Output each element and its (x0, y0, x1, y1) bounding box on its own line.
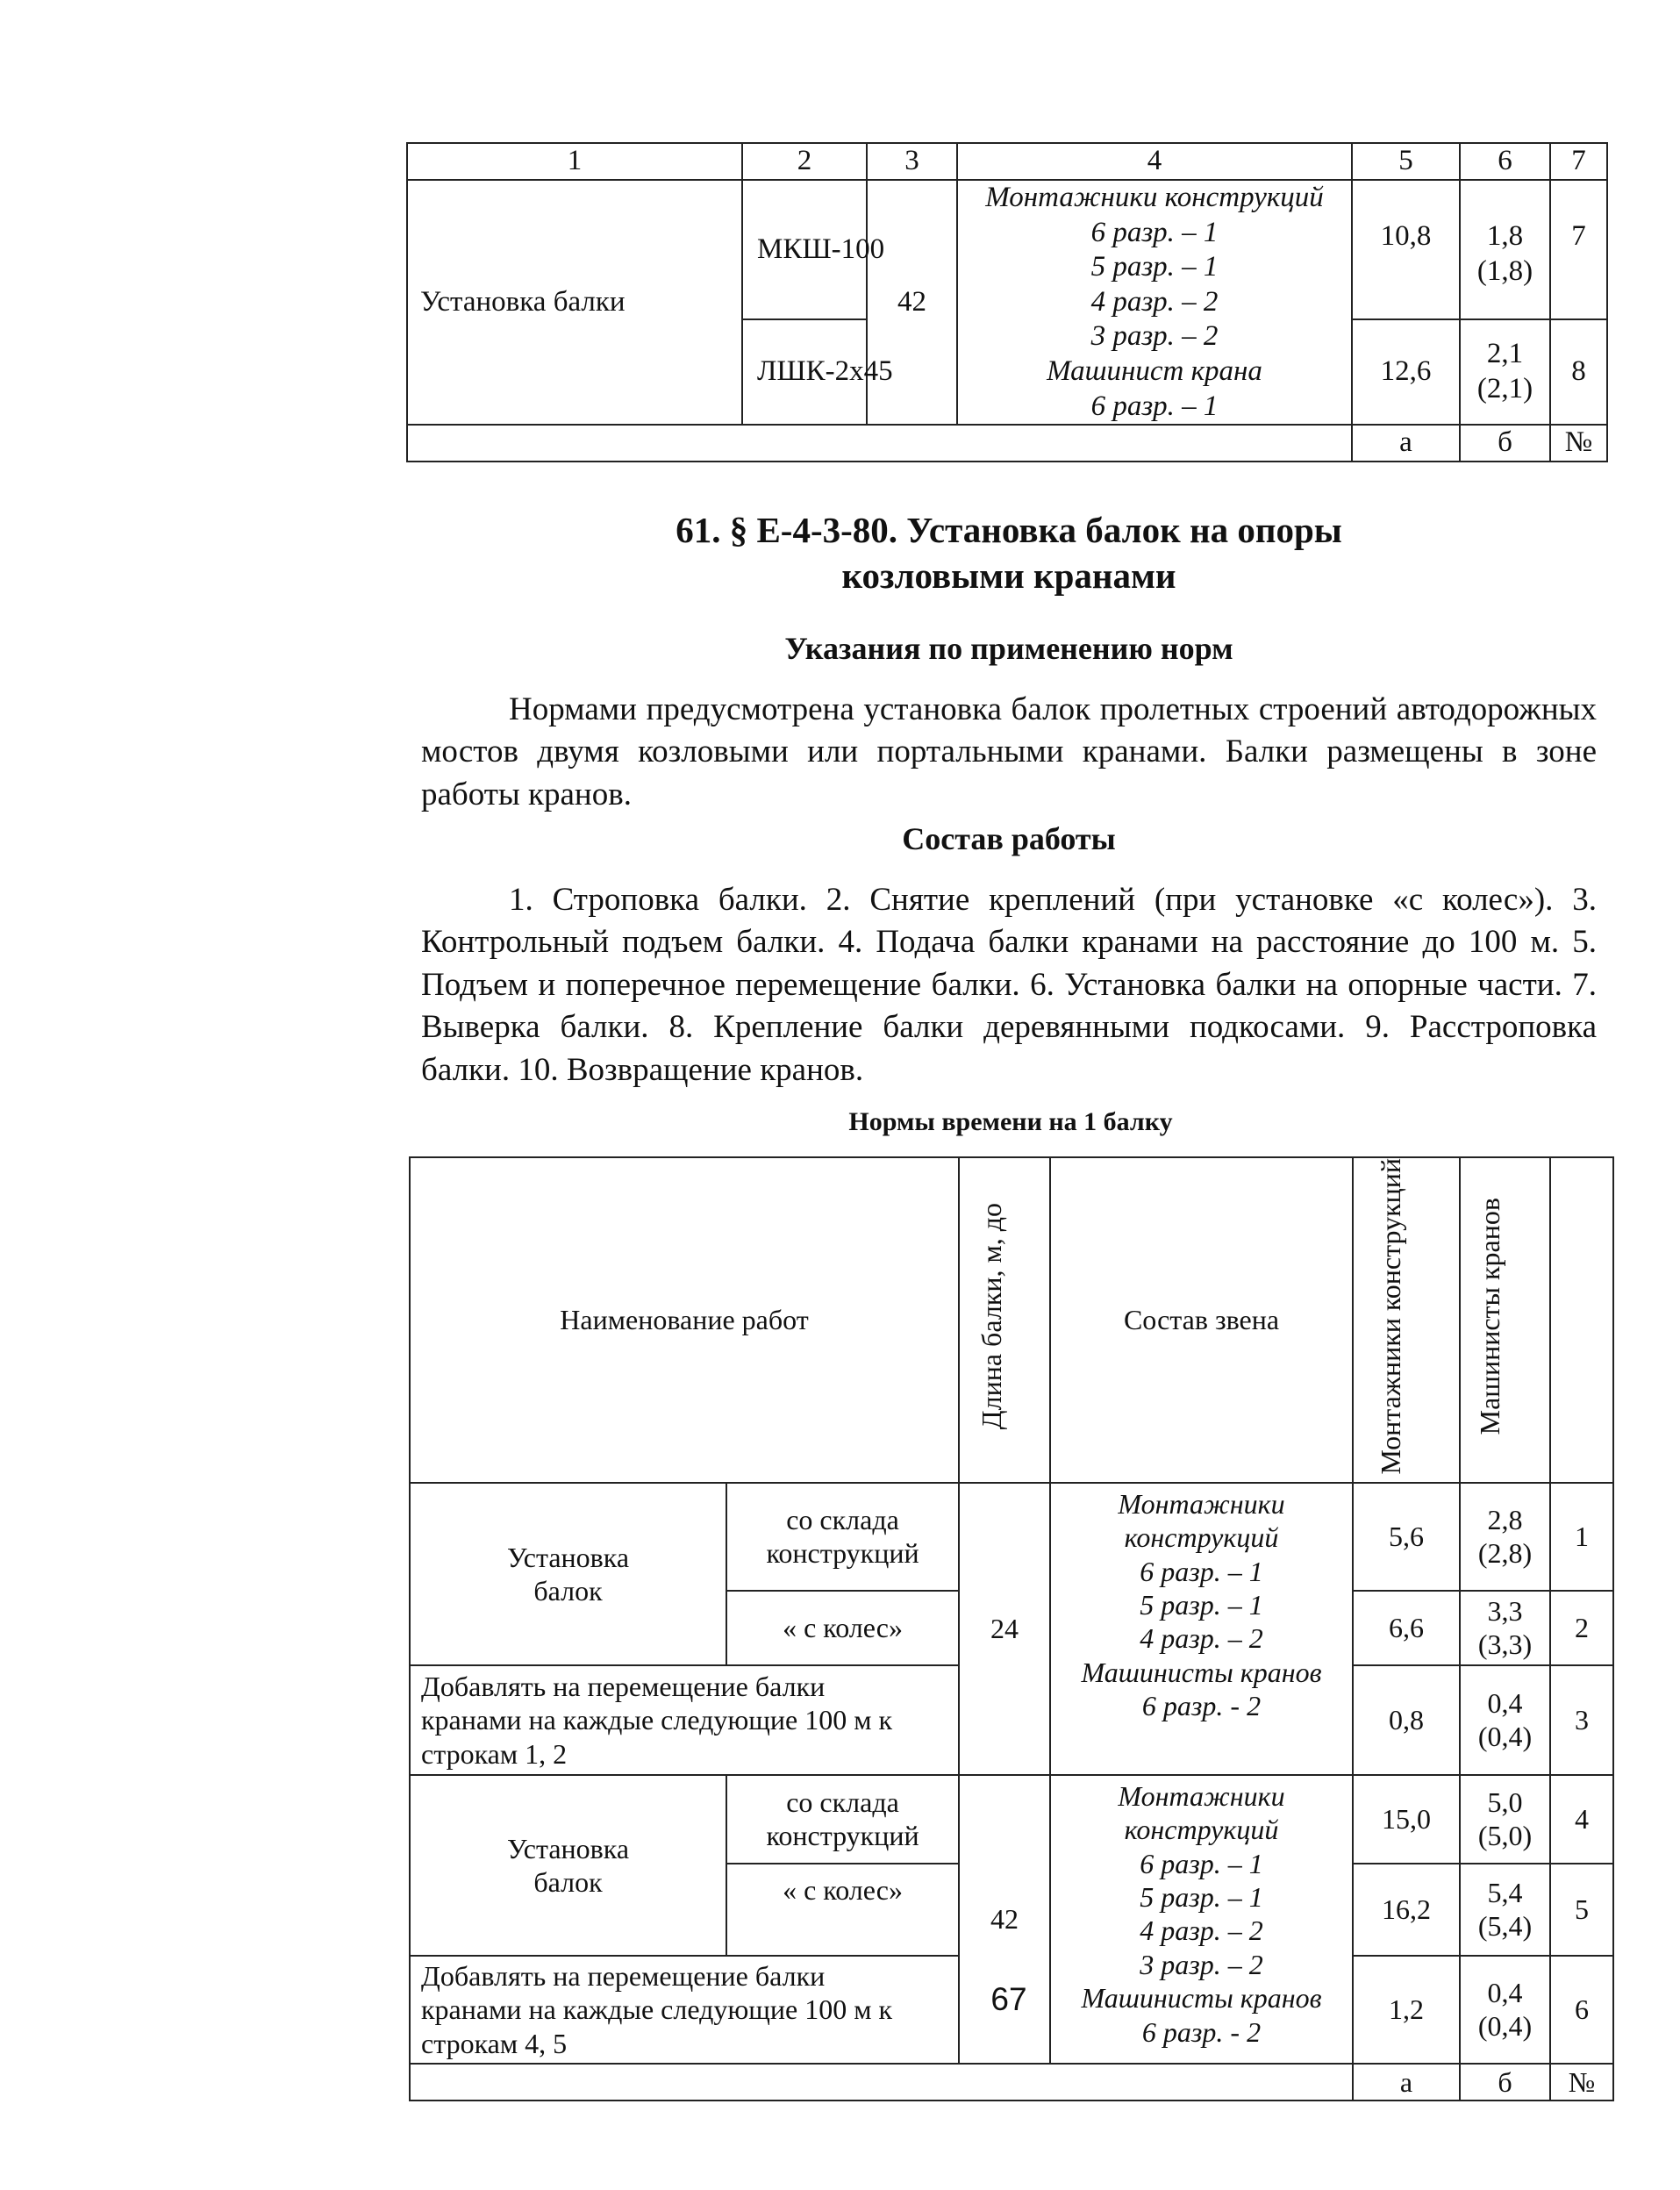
norm-b-row-1: 2,8 (2,8) (1460, 1483, 1550, 1591)
col-header-1: 1 (407, 143, 742, 180)
table-caption: Нормы времени на 1 балку (848, 1107, 1173, 1136)
header-crew: Состав звена (1050, 1157, 1353, 1483)
group1-beam-length: 24 (959, 1483, 1050, 1775)
norms-table-continued (406, 142, 1608, 462)
footer-a: а (1352, 425, 1460, 462)
col-header-2: 2 (742, 143, 867, 180)
group2-from-wheels: « с колес» (726, 1864, 959, 1956)
work-name: Установка балки (407, 180, 742, 425)
norm-b-row-3: 0,4 (0,4) (1460, 1665, 1550, 1775)
col-header-3: 3 (867, 143, 957, 180)
norm-b-row-6: 0,4 (0,4) (1460, 1956, 1550, 2064)
header-installers: Монтажники конструкций (1353, 1157, 1460, 1483)
group2-work-name: Установка балок (410, 1775, 726, 1956)
footer-b: б (1460, 2064, 1550, 2101)
norm-a-row-2: 6,6 (1353, 1591, 1460, 1665)
group1-work-name: Установка балок (410, 1483, 726, 1665)
norm-a-row-5: 16,2 (1353, 1864, 1460, 1956)
crew-composition: Монтажники конструкций 6 разр. – 1 5 разр. – 1 4 разр. – 2 3 разр. – 2 Машинист крана 6 разр. – 1 (957, 180, 1352, 425)
crane-type-1: МКШ-100 (742, 180, 867, 319)
group2-crew: Монтажники конструкций 6 разр. – 1 5 разр. – 1 4 разр. – 2 3 разр. – 2 Машинисты кранов 6 разр. - 2 (1050, 1775, 1353, 2064)
row-number-8: 8 (1550, 319, 1607, 426)
footer-a: а (1353, 2064, 1460, 2101)
col-header-5: 5 (1352, 143, 1460, 180)
instructions-heading: Указания по применению норм (784, 631, 1233, 666)
norm-a-row-1: 5,6 (1353, 1483, 1460, 1591)
group2-add-moving: Добавлять на перемещение балки кранами на каждые следующие 100 м к строкам 4, 5 (410, 1956, 959, 2064)
norm-b-row-8: 2,1 (2,1) (1460, 319, 1550, 426)
norm-b-row-2: 3,3 (3,3) (1460, 1591, 1550, 1665)
row-number-7: 7 (1550, 180, 1607, 319)
row-number-1: 1 (1550, 1483, 1613, 1591)
norm-a-row-4: 15,0 (1353, 1775, 1460, 1864)
group1-from-warehouse: со склада конструкций (726, 1483, 959, 1591)
group1-crew: Монтажники конструкций 6 разр. – 1 5 разр. – 1 4 разр. – 2 Машинисты кранов 6 разр. - 2 (1050, 1483, 1353, 1775)
header-work-name: Наименование работ (410, 1157, 959, 1483)
header-crane-operators: Машинисты кранов (1460, 1157, 1550, 1483)
row-number-3: 3 (1550, 1665, 1613, 1775)
footer-no: № (1550, 425, 1607, 462)
row-number-6: 6 (1550, 1956, 1613, 2064)
work-composition-heading: Состав работы (902, 821, 1116, 856)
col-header-4: 4 (957, 143, 1352, 180)
beam-length: 42 (867, 180, 957, 425)
row-number-2: 2 (1550, 1591, 1613, 1665)
crane-type-2: ЛШК-2х45 (742, 319, 867, 426)
page-number: 67 (990, 1981, 1027, 2017)
norm-a-row-6: 1,2 (1353, 1956, 1460, 2064)
section-title: 61. § Е-4-3-80. Установка балок на опоры козловыми кранами (676, 510, 1342, 597)
norm-a-row-8: 12,6 (1352, 319, 1460, 426)
group2-beam-length: 42 (959, 1775, 1050, 2064)
group1-from-wheels: « с колес» (726, 1591, 959, 1665)
row-number-4: 4 (1550, 1775, 1613, 1864)
norm-b-row-5: 5,4 (5,4) (1460, 1864, 1550, 1956)
col-header-7: 7 (1550, 143, 1607, 180)
header-empty (1550, 1157, 1613, 1483)
time-norms-table (409, 1156, 1614, 2101)
work-composition-paragraph: 1. Строповка балки. 2. Снятие креплений (при установке «с колес»). 3. Контрольный подъем балки. 4. Подача балки кранами на расстояние до 100 м. 5. Подъем и поперечное перемещение балки. 6. Установка балки на опорные части. 7. Выверка балки. 8. Крепление балки деревянными подкосами. 9. Расстроповка балки. 10. Возвращение кранов. (421, 882, 1597, 1088)
footer-b: б (1460, 425, 1550, 462)
group1-add-moving: Добавлять на перемещение балки кранами на каждые следующие 100 м к строкам 1, 2 (410, 1665, 959, 1775)
norm-b-row-4: 5,0 (5,0) (1460, 1775, 1550, 1864)
group2-from-warehouse: со склада конструкций (726, 1775, 959, 1864)
norm-b-row-7: 1,8 (1,8) (1460, 180, 1550, 319)
header-beam-length: Длина балки, м, до (959, 1157, 1050, 1483)
footer-empty (407, 425, 1352, 462)
row-number-5: 5 (1550, 1864, 1613, 1956)
norm-a-row-7: 10,8 (1352, 180, 1460, 319)
col-header-6: 6 (1460, 143, 1550, 180)
norm-a-row-3: 0,8 (1353, 1665, 1460, 1775)
instructions-paragraph: Нормами предусмотрена установка балок пролетных строений автодорожных мостов двумя козловыми или портальными кранами. Балки размещены в зоне работы кранов. (421, 691, 1597, 812)
footer-no: № (1550, 2064, 1613, 2101)
footer-empty (410, 2064, 1353, 2101)
